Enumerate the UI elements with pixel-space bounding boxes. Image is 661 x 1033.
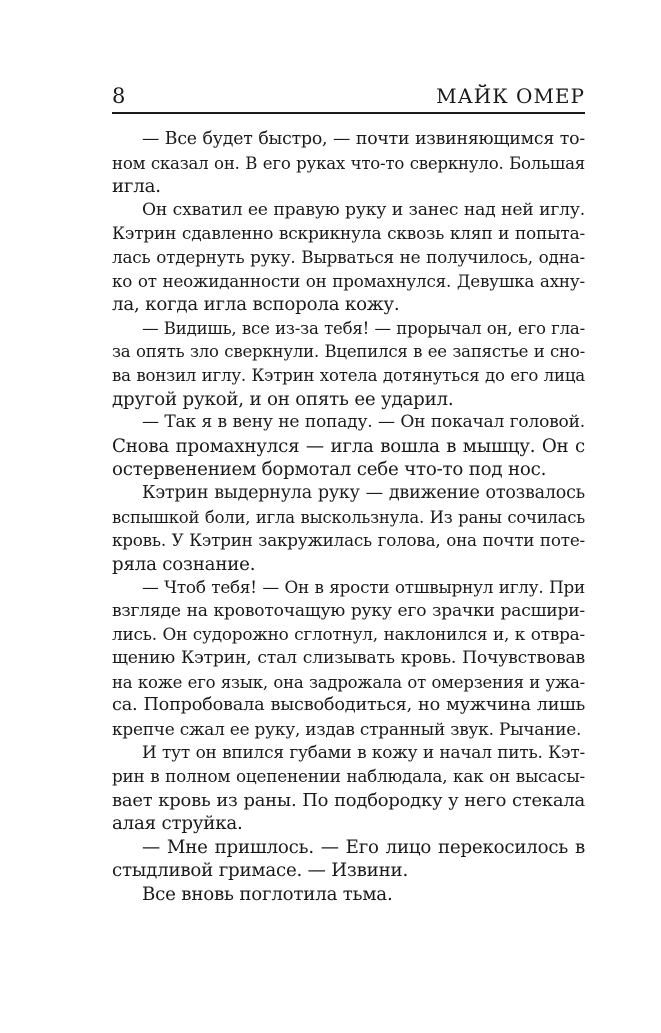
text-line: лась отдернуть руку. Вырваться не получилось, одна- [112, 246, 585, 267]
text-line: вспышкой боли, игла выскользнула. Из раны сочилась [112, 507, 585, 527]
text-line: на коже его язык, она задрожала от омерзения и ужа- [112, 672, 585, 692]
text-line: ряла сознание. [112, 553, 256, 575]
body-text [112, 128, 585, 907]
text-line: алая струйка. [112, 813, 243, 835]
page-number: 8 [112, 84, 126, 108]
text-line: за опять зло сверкнули. Вцепился в ее запястье и сно- [112, 342, 585, 362]
text-line: крепче сжал ее руку, издав странный звук. Рычание. [112, 718, 582, 739]
text-line: ла, когда игла вспорола кожу. [112, 294, 400, 316]
text-line: другой рукой, и он опять ее ударил. [112, 388, 454, 410]
text-line: рин в полном оцепенении наблюдала, как он высасы- [112, 766, 585, 787]
text-line: — Мне пришлось. — Его лицо перекосилось в [142, 836, 585, 858]
text-line: игла. [112, 176, 161, 198]
text-line: остервенением бормотал себе что-то под нос. [112, 459, 547, 481]
text-line: Все вновь поглотила тьма. [142, 884, 393, 905]
text-line: — Все будет быстро, — почти извиняющимся то- [142, 129, 585, 149]
text-line: — Чтоб тебя! — Он в ярости отшвырнул иглу. При [142, 577, 585, 598]
text-line: Он схватил ее правую руку и занес над ней иглу. [142, 199, 585, 220]
text-line: вает кровь из раны. По подбородку у него стекала [112, 789, 585, 811]
text-line: — Видишь, все из-за тебя! — прорычал он, его гла- [142, 318, 585, 338]
text-line: лись. Он судорожно сглотнул, наклонился и, к отвра- [112, 624, 585, 645]
text-line: щению Кэтрин, стал слизывать кровь. Почувствовав [112, 648, 585, 669]
page-header [112, 84, 585, 114]
text-line: ко от неожиданности он промахнулся. Девушка ахну- [112, 270, 585, 291]
running-title: МАЙК ОМЕР [436, 84, 585, 108]
text-line: ном сказал он. В его руках что-то сверкнуло. Большая [112, 153, 585, 173]
text-line: Кэтрин сдавленно вскрикнула сквозь кляп и попыта- [112, 223, 585, 244]
text-line: кровь. У Кэтрин закружилась голова, она почти поте- [112, 530, 585, 551]
text-line: взгляде на кровоточащую руку его зрачки расшири- [112, 600, 585, 621]
text-line: И тут он впился губами в кожу и начал пить. Кэт- [142, 742, 585, 763]
text-line: Снова промахнулся — игла вошла в мышцу. Он с [112, 435, 585, 457]
text-line: са. Попробовала высвободиться, но мужчина лишь [112, 695, 585, 716]
text-line: Кэтрин выдернула руку — движение отозвалось [142, 482, 585, 503]
text-line: — Так я в вену не попаду. — Он покачал головой. [142, 412, 585, 433]
text-line: стыдливой гримасе. — Извини. [112, 860, 409, 882]
text-line: ва вонзил иглу. Кэтрин хотела дотянуться до его лица [112, 365, 585, 385]
